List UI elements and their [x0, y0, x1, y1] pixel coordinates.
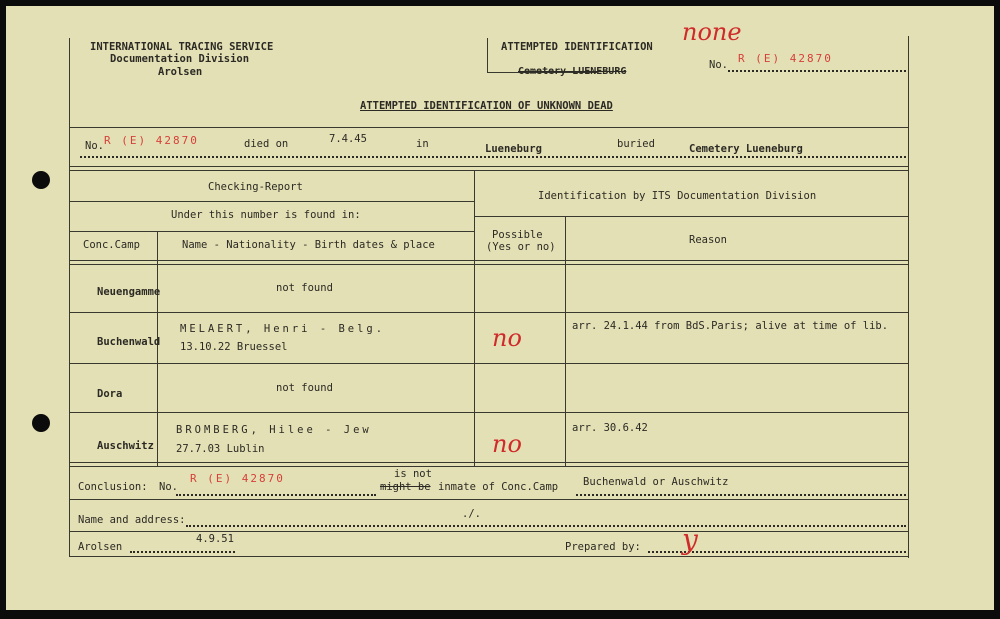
footer-date-line: [130, 551, 235, 553]
handwritten-signature: y: [682, 523, 698, 556]
prepared-by-label: Prepared by:: [565, 541, 641, 553]
row-camp: Buchenwald: [97, 336, 161, 348]
row-reason: arr. 24.1.44 from BdS.Paris; alive at time of lib.: [572, 320, 889, 332]
handwritten-none: none: [682, 18, 742, 46]
row-name-line2: 27.7.03 Lublin: [176, 443, 265, 455]
conclusion-is-not: is not: [394, 468, 432, 480]
conclusion-might-be: might be: [380, 481, 431, 493]
row-name-line2: 13.10.22 Bruessel: [180, 341, 288, 353]
camp-column-header: Conc.Camp: [83, 239, 140, 251]
punch-hole: [32, 414, 50, 432]
conclusion-dotted-line: [576, 494, 906, 496]
header-number: R (E) 42870: [738, 52, 833, 65]
org-name: INTERNATIONAL TRACING SERVICE: [90, 41, 274, 53]
its-index-card: [6, 6, 994, 610]
record-dotted-line: [80, 156, 906, 158]
row-possible: no: [492, 324, 522, 352]
row-name-line1: not found: [276, 382, 333, 394]
buried-label: buried: [617, 138, 655, 150]
table-bottom-rule: [69, 462, 909, 467]
name-address-label: Name and address:: [78, 514, 186, 526]
possible-column-subheader: (Yes or no): [486, 241, 556, 253]
header-number-line: [728, 70, 906, 72]
name-address-value: ./.: [462, 508, 481, 520]
conclusion-inmate: inmate of Conc.Camp: [438, 481, 559, 493]
row-camp: Neuengamme: [97, 286, 161, 298]
identification-title-rule: [474, 216, 909, 217]
camp-column-divider: [157, 231, 158, 467]
header-no-label: No.: [709, 59, 728, 71]
row-camp: Auschwitz: [97, 440, 154, 452]
in-label: in: [416, 138, 429, 150]
name-address-rule: [69, 531, 909, 532]
row-name-line1: MELAERT, Henri - Belg.: [180, 323, 386, 335]
header-box-left: [487, 38, 488, 73]
name-column-header: Name - Nationality - Birth dates & place: [182, 239, 435, 251]
row-name-line1: BROMBERG, Hilee - Jew: [176, 424, 372, 436]
checking-title-rule: [69, 201, 474, 202]
row-possible: no: [492, 430, 522, 458]
table-top-rule: [69, 166, 909, 171]
punch-hole: [32, 171, 50, 189]
checking-report-subtitle: Under this number is found in:: [171, 209, 361, 221]
name-address-dotted-line: [186, 525, 906, 527]
footer-date: 4.9.51: [196, 533, 234, 545]
row-rule: [69, 312, 909, 313]
org-division: Documentation Division: [110, 53, 250, 65]
possible-column-header: Possible: [492, 229, 543, 241]
frame-bottom: [69, 556, 909, 557]
row-name-line1: not found: [276, 282, 333, 294]
identification-title: Identification by ITS Documentation Division: [538, 190, 817, 202]
conclusion-camps: Buchenwald or Auschwitz: [583, 476, 729, 488]
reason-column-header: Reason: [689, 234, 727, 246]
attempted-identification-label: ATTEMPTED IDENTIFICATION: [501, 41, 653, 53]
death-date: 7.4.45: [329, 133, 367, 145]
row-rule: [69, 412, 909, 413]
cemetery-top-label: Cemetery LUENEBURG: [518, 66, 627, 77]
row-camp: Dora: [97, 388, 123, 400]
conclusion-label: Conclusion:: [78, 481, 148, 493]
org-city: Arolsen: [158, 66, 203, 78]
died-on-label: died on: [244, 138, 289, 150]
conclusion-dotted-line: [176, 494, 376, 496]
record-no-label: No.: [85, 140, 104, 152]
conclusion-no-label: No.: [159, 481, 178, 493]
conclusion-number: R (E) 42870: [190, 472, 285, 485]
frame-left: [69, 38, 70, 556]
row-rule: [69, 363, 909, 364]
card-title: ATTEMPTED IDENTIFICATION OF UNKNOWN DEAD: [360, 100, 613, 112]
record-number: R (E) 42870: [104, 134, 199, 147]
frame-right: [908, 36, 909, 558]
checking-subtitle-rule: [69, 231, 474, 232]
column-header-rule: [69, 260, 909, 265]
conclusion-rule: [69, 499, 909, 500]
record-top-rule: [69, 127, 909, 128]
death-place: Lueneburg: [485, 143, 542, 155]
row-reason: arr. 30.6.42: [572, 422, 648, 434]
possible-column-divider: [565, 216, 566, 467]
footer-city: Arolsen: [78, 541, 123, 553]
checking-report-title: Checking-Report: [208, 181, 303, 193]
burial-cemetery: Cemetery Lueneburg: [689, 143, 803, 155]
